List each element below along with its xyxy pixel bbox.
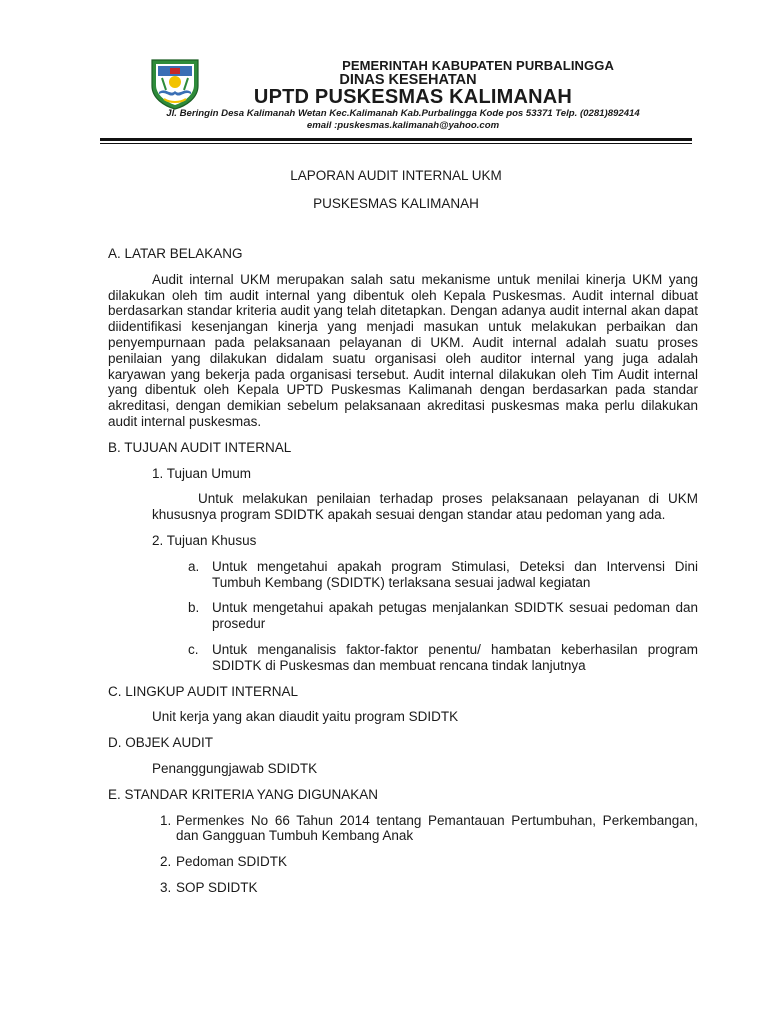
list-marker: c. [188,641,199,657]
letterhead-divider-thick [100,138,692,141]
list-item-text: Pedoman SDIDTK [176,854,288,870]
letterhead-address: Jl. Beringin Desa Kalimanah Wetan Kec.Kalimanah Kab.Purbalingga Kode pos 53371 Telp. (0281)892414 [166,108,640,119]
list-item-text: Permenkes No 66 Tahun 2014 tentang Pemantauan Pertumbuhan, Perkembangan, dan Gangguan Tumbuh Kembang Anak [176,812,698,844]
section-a-paragraph: Audit internal UKM merupakan salah satu mekanisme untuk menilai kinerja UKM yang dilakukan oleh tim audit internal yang dibentuk oleh Kepala Puskesmas. Audit internal dibuat berdasarkan standar kriteria audit yang telah ditetapkan. Dengan adanya audit internal akan dapat diidentifikasi kesenjangan kinerja yang menjadi masukan untuk melakukan perbaikan dan penyempurnaan pada pelaksanaan pelayanan di UKM. Audit internal adalah suatu proses penilaian yang dilakukan didalam suatu organisasi oleh auditor internal yang juga adalah karyawan yang bekerja pada organisasi tersebut. Audit internal dilakukan oleh Tim Audit internal yang dibentuk oleh Kepala UPTD Puskesmas Kalimanah dengan berdasarkan pada standar akreditasi, dengan demikian sebelum pelaksanaan akreditasi puskesmas maka perlu dilakukan audit internal puskesmas. [108,271,698,429]
tujuan-umum-label: 1. Tujuan Umum [152,465,252,481]
list-marker: 3. [160,879,172,895]
letterhead-government: PEMERINTAH KABUPATEN PURBALINGGA [342,58,614,73]
section-d-text: Penanggungjawab SDIDTK [152,760,318,776]
document-title: LAPORAN AUDIT INTERNAL UKM [290,168,502,183]
list-item [160,880,698,896]
tujuan-umum-text: Untuk melakukan penilaian terhadap proses pelaksanaan pelayanan di UKM khususnya program SDIDTK apakah sesuai dengan standar atau pedoman yang ada. [152,491,698,523]
list-item [188,559,698,591]
list-item-text: Untuk menganalisis faktor-faktor penentu/ hambatan keberhasilan program SDIDTK di Puskesmas dan membuat rencana tindak lanjutnya [212,641,698,673]
letterhead [108,52,698,142]
list-item-text: Untuk mengetahui apakah program Stimulasi, Deteksi dan Intervensi Dini Tumbuh Kembang (SDIDTK) terlaksana sesuai jadwal kegiatan [212,558,698,590]
letterhead-institution: UPTD PUSKESMAS KALIMANAH [253,86,573,108]
list-marker: b. [188,600,200,616]
tujuan-khusus-label: 2. Tujuan Khusus [152,532,257,548]
section-d-heading: D. OBJEK AUDIT [108,735,214,751]
list-marker: 2. [160,854,172,870]
letterhead-divider-thin [100,143,692,144]
list-item [188,600,698,632]
section-c-text: Unit kerja yang akan diaudit yaitu program SDIDTK [152,709,459,725]
list-marker: 1. [160,812,172,828]
document-subtitle: PUSKESMAS KALIMANAH [313,196,479,211]
list-marker: a. [188,558,200,574]
section-a-heading: A. LATAR BELAKANG [108,246,243,261]
list-item-text: SOP SDIDTK [176,879,258,895]
purbalingga-emblem-icon [146,56,204,110]
list-item [160,813,698,845]
list-item-text: Untuk mengetahui apakah petugas menjalankan SDIDTK sesuai pedoman dan prosedur [212,600,698,632]
section-c-heading: C. LINGKUP AUDIT INTERNAL [108,683,299,699]
list-item [188,642,698,674]
letterhead-department: DINAS KESEHATAN [339,72,477,88]
section-b-heading: B. TUJUAN AUDIT INTERNAL [108,439,292,455]
section-e-heading: E. STANDAR KRITERIA YANG DIGUNAKAN [108,786,379,802]
document-body [108,246,698,906]
list-item [160,854,698,870]
letterhead-email: email :puskesmas.kalimanah@yahoo.com [306,120,500,131]
